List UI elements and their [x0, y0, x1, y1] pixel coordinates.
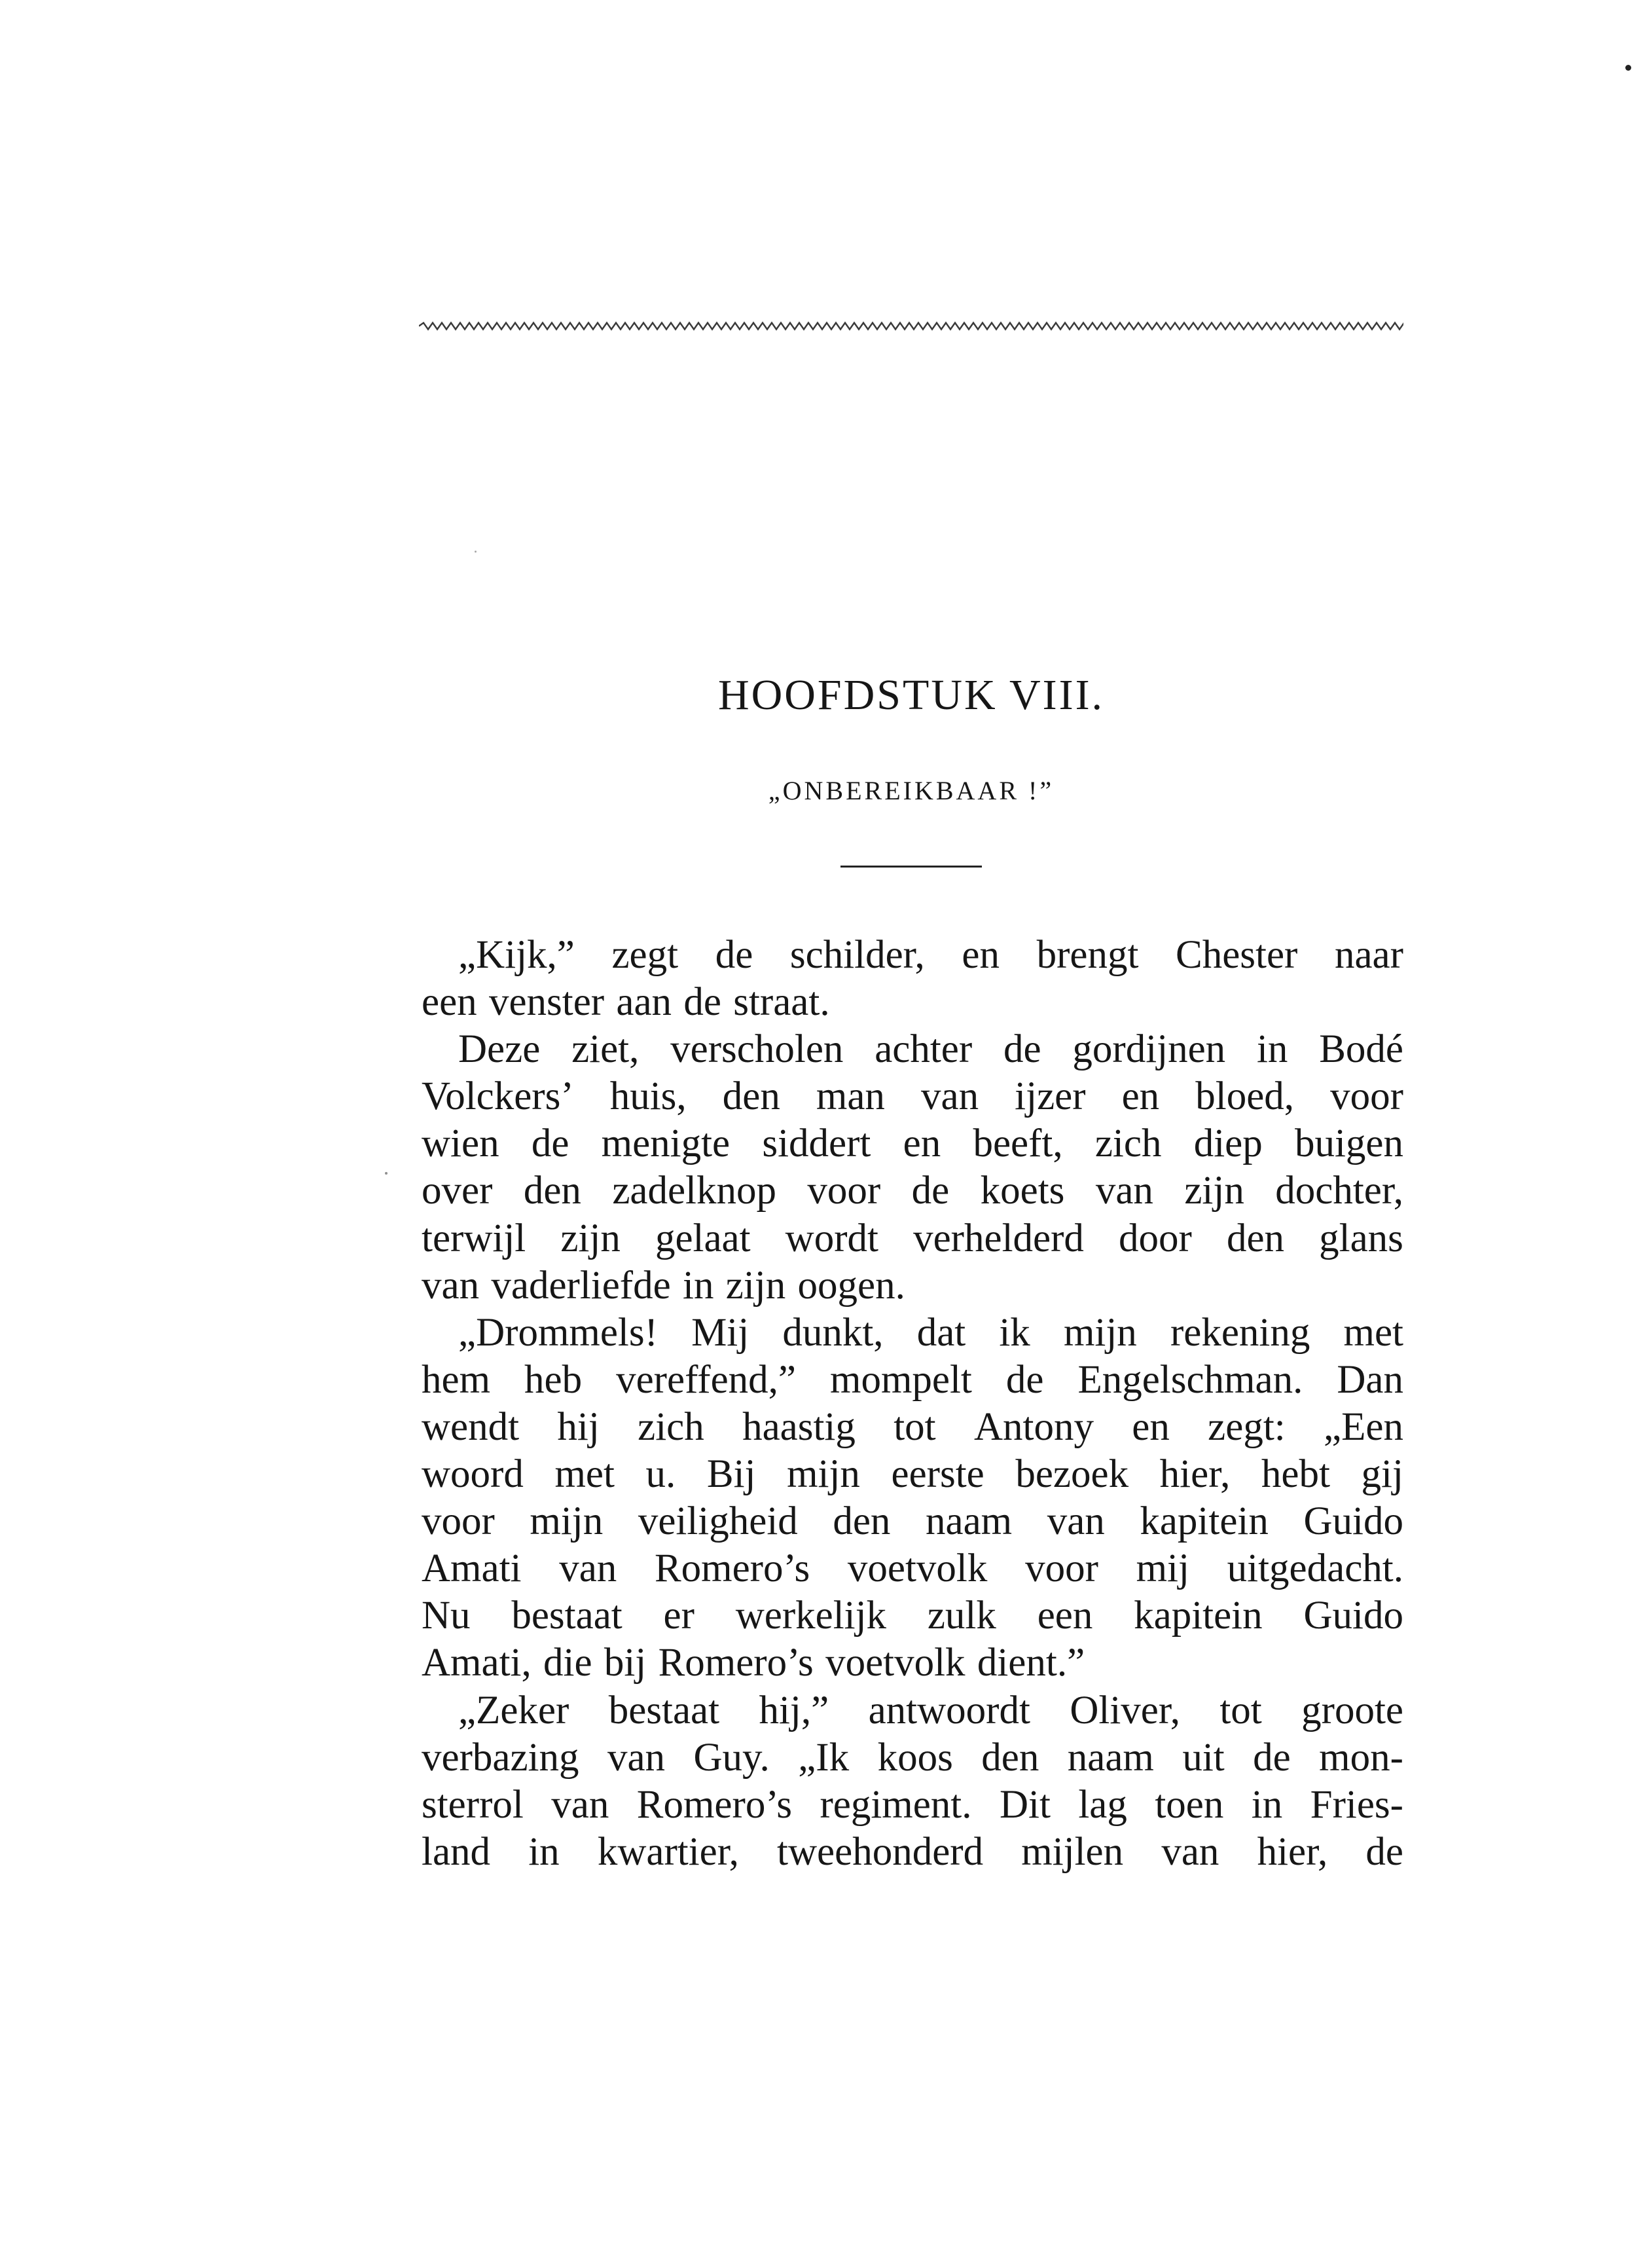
paragraph-first-line: „Kijk,” zegt de schilder, en brengt Chester naar	[458, 933, 1403, 977]
paragraph-first-line: „Zeker bestaat hij,” antwoordt Oliver, tot groote	[458, 1688, 1403, 1732]
text-line: Amati van Romero’s voetvolk voor mij uitgedacht.	[422, 1546, 1403, 1591]
text-line: voor mijn veiligheid den naam van kapitein Guido	[422, 1499, 1403, 1544]
paragraph-first-line: „Drommels! Mij dunkt, dat ik mijn rekening met	[458, 1310, 1403, 1355]
text-line: wien de menigte siddert en beeft, zich diep buigen	[422, 1122, 1403, 1166]
text-line: verbazing van Guy. „Ik koos den naam uit de mon-	[422, 1735, 1403, 1780]
title-divider	[840, 866, 982, 868]
text-line: terwijl zijn gelaat wordt verhelderd door den glans	[422, 1216, 1403, 1260]
text-line: Nu bestaat er werkelijk zulk een kapitein Guido	[422, 1594, 1403, 1638]
text-line: land in kwartier, tweehonderd mijlen van hier, de	[422, 1829, 1403, 1874]
chapter-subtitle: „ONBEREIKBAAR !”	[768, 776, 1055, 805]
chapter-title: HOOFDSTUK VIII.	[717, 671, 1105, 719]
text-line: een venster aan de straat.	[422, 980, 830, 1025]
text-line: Amati, die bij Romero’s voetvolk dient.”	[422, 1641, 1085, 1685]
text-line: wendt hij zich haastig tot Antony en zegt: „Een	[422, 1404, 1403, 1449]
page-speck	[475, 551, 477, 553]
page-speck	[1625, 65, 1631, 71]
text-line: Volckers’ huis, den man van ijzer en bloed, voor	[422, 1074, 1403, 1119]
text-line: sterrol van Romero’s regiment. Dit lag toen in Fries-	[422, 1782, 1403, 1827]
text-line: over den zadelknop voor de koets van zijn dochter,	[422, 1169, 1403, 1213]
decorative-wavy-border	[419, 318, 1403, 334]
page-speck	[385, 1172, 388, 1175]
text-line: woord met u. Bij mijn eerste bezoek hier, hebt gij	[422, 1452, 1403, 1497]
text-line: van vaderliefde in zijn oogen.	[422, 1263, 905, 1308]
text-line: hem heb vereffend,” mompelt de Engelschman. Dan	[422, 1357, 1403, 1402]
body-text	[422, 932, 1403, 1876]
paragraph-first-line: Deze ziet, verscholen achter de gordijnen in Bodé	[458, 1027, 1403, 1072]
